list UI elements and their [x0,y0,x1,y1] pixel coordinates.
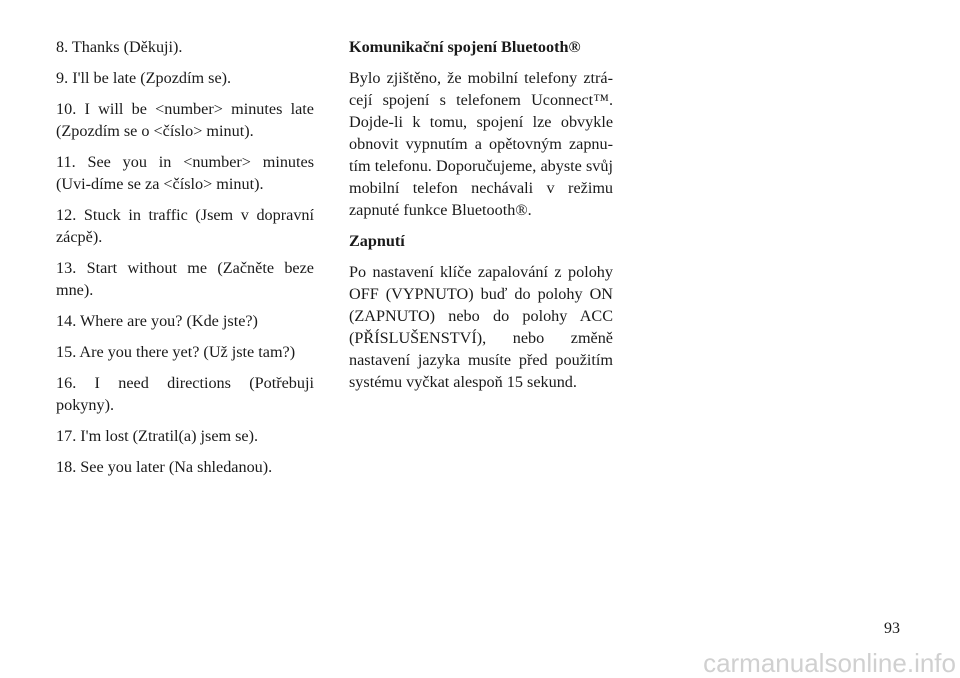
paragraph-power-on: Po nastavení klíče zapalování z polohy OFF (VYPNUTO) buď do polohy ON (ZAPNUTO) nebo do polohy ACC (PŘÍSLUŠENSTVÍ), nebo změně nastavení jazyka musíte před použitím systému vyčkat alespoň 15 sekund. [349,263,613,391]
section-heading-power-on: Zapnutí [349,232,405,250]
list-item: 16. I need directions (Potřebuji pokyny). [56,374,314,414]
list-item: 8. Thanks (Děkuji). [56,38,183,56]
list-item: 12. Stuck in traffic (Jsem v dopravní zácpě). [56,206,314,246]
list-item: 13. Start without me (Začněte beze mne). [56,259,314,299]
paragraph-bluetooth: Bylo zjištěno, že mobilní telefony ztrá-cejí spojení s telefonem Uconnect™. Dojde-li k tomu, spojení lze obvykle obnovit vypnutím a opětovným zapnu-tím telefonu. Doporučujeme, abyste svůj mobilní telefon nechávali v režimu zapnuté funkce Bluetooth®. [349,69,613,219]
right-column [349,36,613,402]
list-item: 11. See you in <number> minutes (Uvi-díme se za <číslo> minut). [56,153,314,193]
section-heading-bluetooth: Komunikační spojení Bluetooth® [349,38,581,56]
list-item: 18. See you later (Na shledanou). [56,458,273,476]
left-column [56,36,314,487]
list-item: 15. Are you there yet? (Už jste tam?) [56,343,296,361]
page-number: 93 [884,620,900,637]
list-item: 9. I'll be late (Zpozdím se). [56,69,232,87]
list-item: 10. I will be <number> minutes late (Zpozdím se o <číslo> minut). [56,100,314,140]
list-item: 17. I'm lost (Ztratil(a) jsem se). [56,427,259,445]
watermark-text: carmanualsonline.info [703,648,956,678]
list-item: 14. Where are you? (Kde jste?) [56,312,258,330]
